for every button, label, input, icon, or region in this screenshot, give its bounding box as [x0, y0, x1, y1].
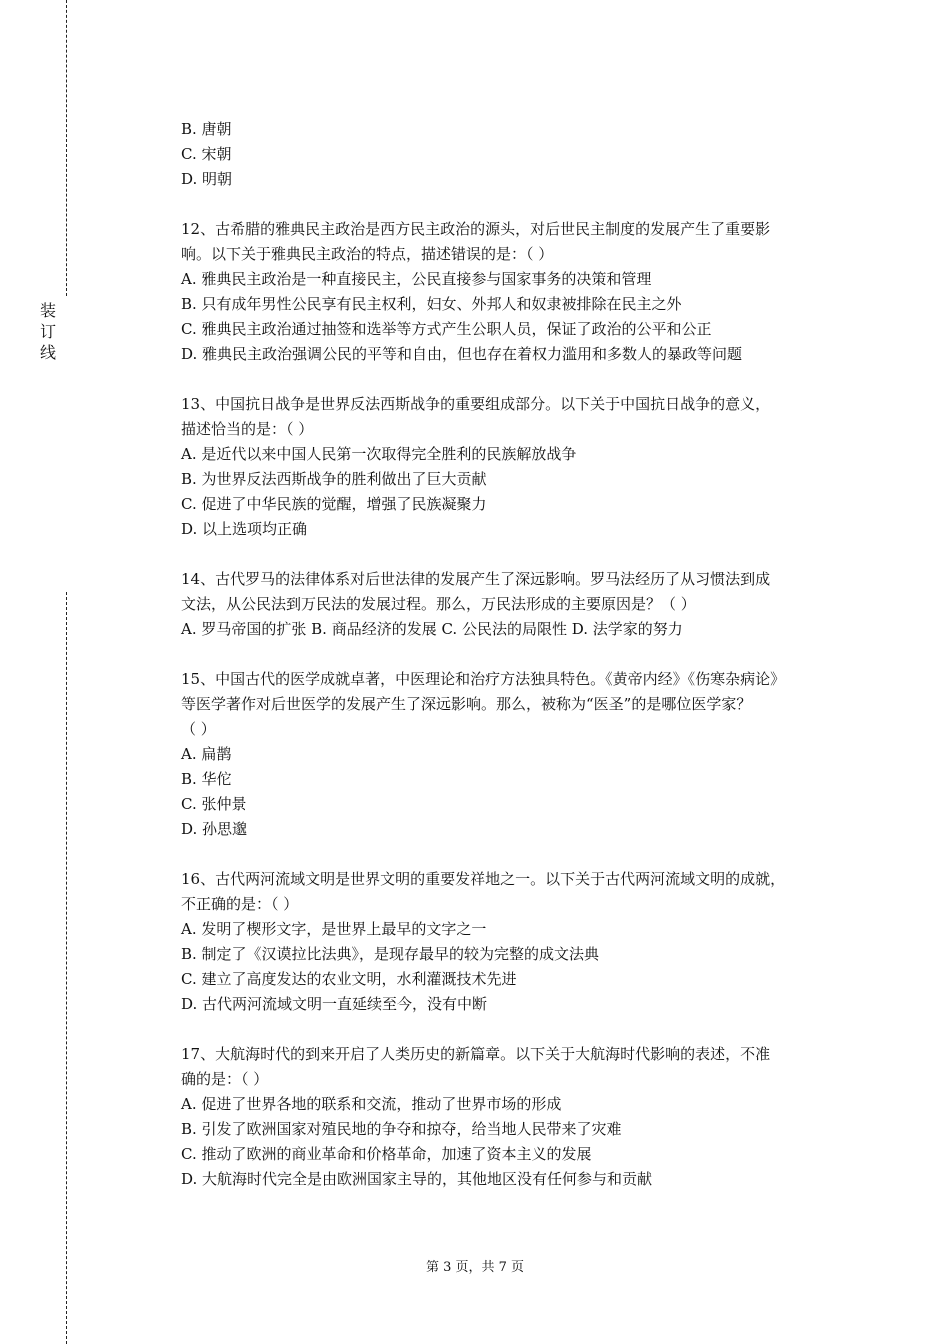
question-stem: 文法，从公民法到万民法的发展过程。那么，万民法形成的主要原因是？（ ） [181, 595, 696, 613]
binding-char: 订 [39, 322, 56, 341]
option: C. 促进了中华民族的觉醒，增强了民族凝聚力 [181, 495, 487, 513]
option: A. 雅典民主政治是一种直接民主，公民直接参与国家事务的决策和管理 [181, 270, 652, 288]
question-stem: 14、古代罗马的法律体系对后世法律的发展产生了深远影响。罗马法经历了从习惯法到成 [181, 570, 771, 588]
option: D. 明朝 [181, 170, 233, 188]
binding-char: 线 [39, 343, 56, 362]
question-16 [181, 867, 841, 1017]
option: A. 是近代以来中国人民第一次取得完全胜利的民族解放战争 [181, 445, 577, 463]
question-content [181, 117, 841, 1192]
question-stem: 16、古代两河流域文明是世界文明的重要发祥地之一。以下关于古代两河流域文明的成就， [181, 870, 786, 888]
option: B. 引发了欧洲国家对殖民地的争夺和掠夺，给当地人民带来了灾难 [181, 1120, 622, 1138]
option: C. 雅典民主政治通过抽签和选举等方式产生公职人员，保证了政治的公平和公正 [181, 320, 712, 338]
option: B. 只有成年男性公民享有民主权利，妇女、外邦人和奴隶被排除在民主之外 [181, 295, 682, 313]
question-stem: 不正确的是：（ ） [181, 895, 299, 913]
page-number: 第 3 页，共 7 页 [425, 1260, 525, 1275]
option: D. 以上选项均正确 [181, 520, 308, 538]
option: A. 罗马帝国的扩张 B. 商品经济的发展 C. 公民法的局限性 D. 法学家的努力 [181, 620, 683, 638]
binding-dashed-line-top [66, 0, 67, 296]
option: C. 推动了欧洲的商业革命和价格革命，加速了资本主义的发展 [181, 1145, 592, 1163]
question-stem: 12、古希腊的雅典民主政治是西方民主政治的源头，对后世民主制度的发展产生了重要影 [181, 220, 771, 238]
option: B. 华佗 [181, 770, 232, 788]
binding-char: 装 [39, 301, 56, 320]
option: B. 制定了《汉谟拉比法典》，是现存最早的较为完整的成文法典 [181, 945, 600, 963]
question-stem: 15、中国古代的医学成就卓著，中医理论和治疗方法独具特色。《黄帝内经》《伤寒杂病论》 [181, 670, 786, 688]
option: C. 张仲景 [181, 795, 247, 813]
question-13 [181, 392, 841, 542]
question-stem: 描述恰当的是：（ ） [181, 420, 314, 438]
question-stem: 响。以下关于雅典民主政治的特点，描述错误的是：（ ） [181, 245, 554, 263]
option: B. 唐朝 [181, 120, 232, 138]
option: B. 为世界反法西斯战争的胜利做出了巨大贡献 [181, 470, 487, 488]
option: A. 扁鹊 [181, 745, 232, 763]
question-stem: 等医学著作对后世医学的发展产生了深远影响。那么，被称为“医圣”的是哪位医学家？ [181, 695, 752, 713]
question-12 [181, 217, 841, 367]
question-stem: （ ） [181, 720, 216, 738]
option: D. 雅典民主政治强调公民的平等和自由，但也存在着权力滥用和多数人的暴政等问题 [181, 345, 743, 363]
question-14 [181, 567, 841, 642]
carryover-options [181, 117, 841, 192]
option: D. 古代两河流域文明一直延续至今，没有中断 [181, 995, 488, 1013]
option: A. 促进了世界各地的联系和交流，推动了世界市场的形成 [181, 1095, 562, 1113]
question-stem: 13、中国抗日战争是世界反法西斯战争的重要组成部分。以下关于中国抗日战争的意义， [181, 395, 771, 413]
binding-label [38, 300, 58, 363]
question-17 [181, 1042, 841, 1192]
question-15 [181, 667, 841, 842]
option: C. 建立了高度发达的农业文明，水利灌溉技术先进 [181, 970, 517, 988]
option: C. 宋朝 [181, 145, 232, 163]
question-stem: 17、大航海时代的到来开启了人类历史的新篇章。以下关于大航海时代影响的表述，不准 [181, 1045, 771, 1063]
option: D. 大航海时代完全是由欧洲国家主导的，其他地区没有任何参与和贡献 [181, 1170, 653, 1188]
option: A. 发明了楔形文字，是世界上最早的文字之一 [181, 920, 487, 938]
binding-dashed-line-bottom [66, 592, 67, 1344]
option: D. 孙思邈 [181, 820, 248, 838]
question-stem: 确的是：（ ） [181, 1070, 269, 1088]
